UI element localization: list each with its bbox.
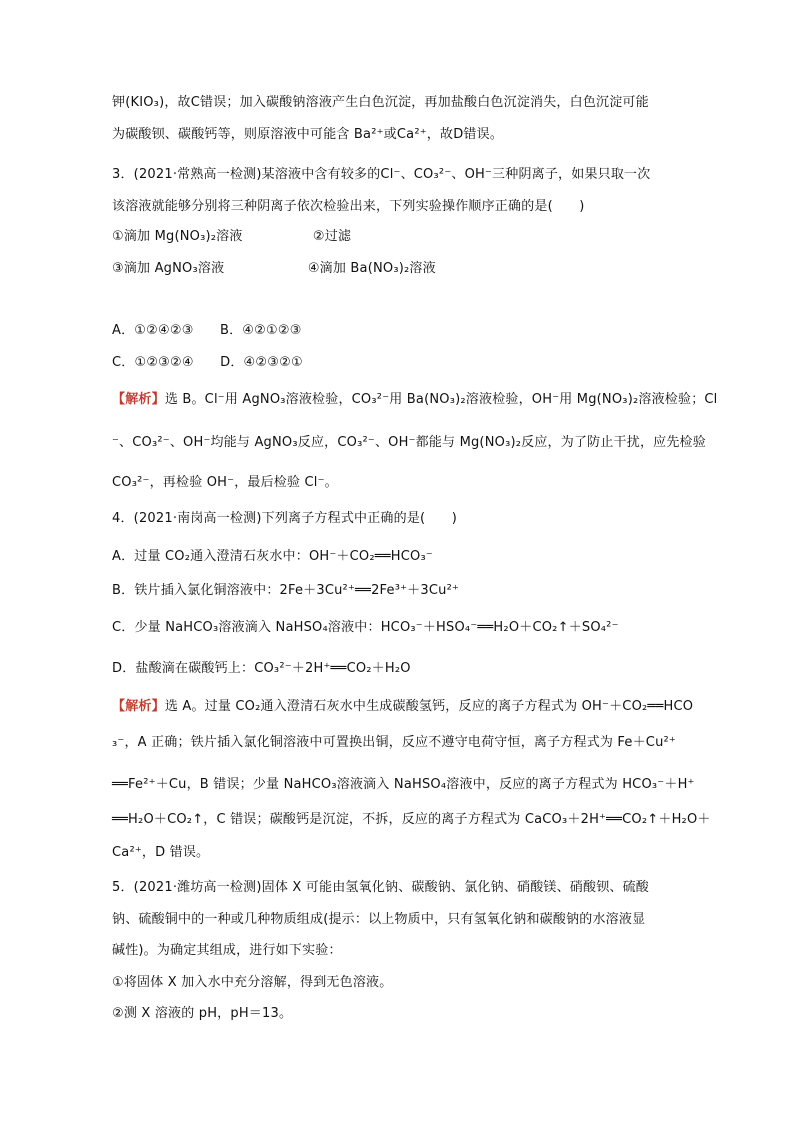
question-4-analysis-cont-4: Ca²⁺，D 错误。 bbox=[112, 845, 210, 860]
question-4-option-c: C．少量 NaHCO₃溶液滴入 NaHSO₄溶液中：HCO₃⁻＋HSO₄⁻══H₂O＋CO₂↑＋SO₄²⁻ bbox=[112, 620, 619, 635]
question-3-analysis-cont-2: CO₃²⁻，再检验 OH⁻，最后检验 Cl⁻。 bbox=[112, 475, 338, 490]
question-3-step-3-4: ③滴加 AgNO₃溶液 ④滴加 Ba(NO₃)₂溶液 bbox=[112, 261, 436, 276]
question-4-analysis: 【解析】选 A。过量 CO₂通入澄清石灰水中生成碳酸氢钙，反应的离子方程式为 OH⁻＋CO₂══HCO bbox=[112, 699, 694, 714]
question-3-analysis: 【解析】选 B。Cl⁻用 AgNO₃溶液检验，CO₃²⁻用 Ba(NO₃)₂溶液检验，OH⁻用 Mg(NO₃)₂溶液检验；Cl bbox=[112, 392, 718, 407]
question-3-analysis-cont-1: ⁻、CO₃²⁻、OH⁻均能与 AgNO₃反应，CO₃²⁻、OH⁻都能与 Mg(NO₃)₂反应，为了防止干扰，应先检验 bbox=[112, 435, 706, 450]
question-4-analysis-cont-1: ₃⁻，A 正确；铁片插入氯化铜溶液中可置换出铜，反应不遵守电荷守恒，离子方程式为 Fe＋Cu²⁺ bbox=[112, 735, 676, 750]
question-4-analysis-cont-2: ══Fe²⁺＋Cu，B 错误；少量 NaHCO₃溶液滴入 NaHSO₄溶液中，反应的离子方程式为 HCO₃⁻＋H⁺ bbox=[112, 777, 695, 792]
question-4-stem: 4．(2021·南岗高一检测)下列离子方程式中正确的是( ) bbox=[112, 511, 457, 526]
question-4-option-b: B．铁片插入氯化铜溶液中：2Fe＋3Cu²⁺══2Fe³⁺＋3Cu²⁺ bbox=[112, 583, 460, 598]
question-5-stem-cont-2: 碱性)。为确定其组成，进行如下实验： bbox=[112, 943, 342, 958]
question-5-step-2: ②测 X 溶液的 pH，pH＝13。 bbox=[112, 1006, 293, 1021]
question-3-stem: 3．(2021·常熟高一检测)某溶液中含有较多的Cl⁻、CO₃²⁻、OH⁻三种阴离子，如果只取一次 bbox=[112, 167, 651, 182]
question-5-stem-cont-1: 钠、硫酸铜中的一种或几种物质组成(提示：以上物质中，只有氢氧化钠和碳酸钠的水溶液显 bbox=[112, 912, 646, 927]
question-3-options-cd: C．①②③②④ D．④②③②① bbox=[112, 355, 303, 370]
text-line-1: 钾(KIO₃)，故C错误；加入碳酸钠溶液产生白色沉淀，再加盐酸白色沉淀消失，白色沉淀可能 bbox=[112, 95, 649, 110]
text-line-2: 为碳酸钡、碳酸钙等，则原溶液中可能含 Ba²⁺或Ca²⁺，故D错误。 bbox=[112, 127, 504, 142]
question-3-stem-cont: 该溶液就能够分别将三种阴离子依次检验出来，下列实验操作顺序正确的是( ) bbox=[112, 199, 585, 214]
question-4-option-a: A．过量 CO₂通入澄清石灰水中：OH⁻＋CO₂══HCO₃⁻ bbox=[112, 549, 433, 564]
analysis-tag: 【解析】 bbox=[112, 699, 165, 714]
analysis-tag: 【解析】 bbox=[112, 392, 165, 407]
question-4-analysis-cont-3: ══H₂O＋CO₂↑，C 错误；碳酸钙是沉淀，不拆，反应的离子方程式为 CaCO₃＋2H⁺══CO₂↑＋H₂O＋ bbox=[112, 812, 711, 827]
question-4-option-d: D．盐酸滴在碳酸钙上：CO₃²⁻＋2H⁺══CO₂＋H₂O bbox=[112, 661, 411, 676]
question-5-stem: 5．(2021·潍坊高一检测)固体 X 可能由氢氧化钠、碳酸钠、氯化钠、硝酸镁、硝酸钡、硫酸 bbox=[112, 880, 650, 895]
question-5-step-1: ①将固体 X 加入水中充分溶解，得到无色溶液。 bbox=[112, 975, 393, 990]
question-3-step-1-2: ①滴加 Mg(NO₃)₂溶液 ②过滤 bbox=[112, 229, 352, 244]
question-3-options-ab: A．①②④②③ B．④②①②③ bbox=[112, 323, 302, 338]
